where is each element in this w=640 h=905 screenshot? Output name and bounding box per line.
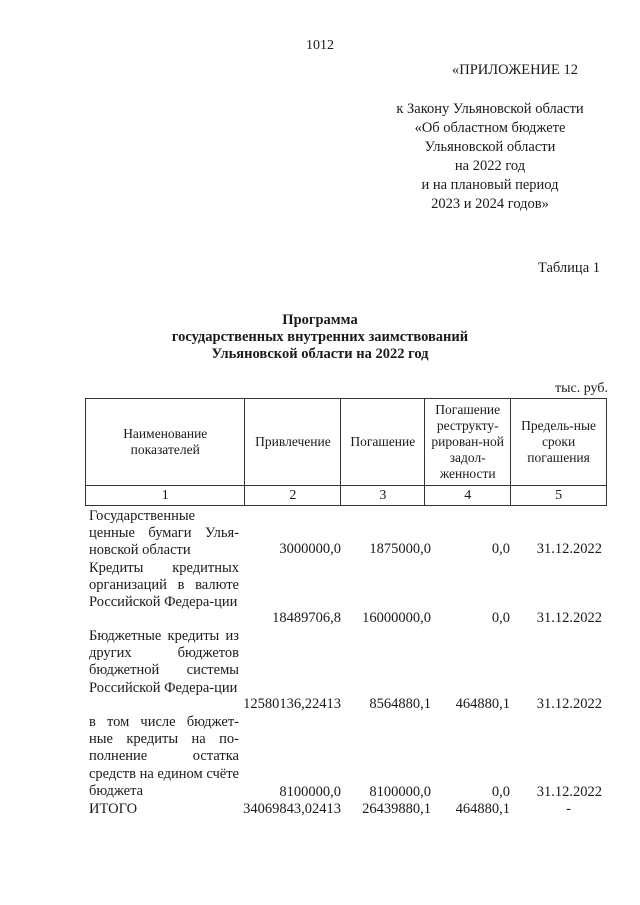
table-label: Таблица 1	[537, 260, 600, 276]
column-number: 1	[86, 486, 245, 506]
table-header	[85, 398, 607, 506]
restructured-repayment-value: 0,0	[491, 784, 510, 800]
table-row-total	[85, 801, 607, 821]
restructured-repayment-value: 0,0	[491, 610, 510, 626]
table-row	[85, 560, 607, 630]
law-reference-line: «Об областном бюджете	[414, 120, 566, 136]
row-name: Кредиты кредитных организаций в валюте Российской Федера-ции	[89, 560, 239, 611]
repayment-value: 8100000,0	[369, 784, 431, 800]
restructured-repayment-value: 0,0	[491, 541, 510, 557]
deadline-value: 31.12.2022	[536, 541, 602, 557]
row-name: Государственные ценные бумаги Улья-новской области	[89, 508, 239, 559]
deadline-value: 31.12.2022	[536, 696, 602, 712]
attraction-value: 18489706,8	[272, 610, 341, 626]
deadline-total: -	[566, 801, 571, 817]
repayment-value: 8564880,1	[369, 696, 431, 712]
restructured-repayment-value: 464880,1	[455, 696, 510, 712]
deadline-value: 31.12.2022	[536, 784, 602, 800]
column-header-name: Наименование показателей	[86, 399, 245, 486]
title-line: Программа	[282, 312, 358, 328]
column-number: 5	[511, 486, 607, 506]
law-reference-line: на 2022 год	[454, 158, 526, 174]
attraction-value: 8100000,0	[279, 784, 341, 800]
row-name: Бюджетные кредиты из других бюджетов бюджетной системы Российской Федера-ции	[89, 628, 239, 696]
deadline-value: 31.12.2022	[536, 610, 602, 626]
law-reference-line: и на плановый период	[421, 177, 559, 193]
repayment-value: 16000000,0	[362, 610, 431, 626]
column-header-restructured-repayment: Погашение реструкту-рирован-ной задол-женности	[425, 399, 511, 486]
table-row	[85, 628, 607, 716]
total-label: ИТОГО	[89, 801, 138, 817]
column-number: 3	[341, 486, 425, 506]
law-reference-line: к Закону Ульяновской области	[396, 101, 584, 117]
column-header-row	[86, 399, 607, 486]
table-row	[85, 714, 607, 802]
column-number: 2	[245, 486, 341, 506]
table-row	[85, 508, 607, 560]
attraction-total: 34069843,02413	[243, 801, 341, 817]
appendix-label: «ПРИЛОЖЕНИЕ 12	[452, 62, 578, 78]
repayment-value: 1875000,0	[369, 541, 431, 557]
column-header-attraction: Привлечение	[245, 399, 341, 486]
row-name: в том числе бюджет-ные кредиты на по-полнение остатка средств на едином счёте бюджета	[89, 714, 239, 799]
units-label: тыс. руб.	[555, 381, 608, 396]
law-reference-line: 2023 и 2024 годов»	[431, 196, 549, 212]
column-header-repayment: Погашение	[341, 399, 425, 486]
law-reference-block	[350, 100, 630, 214]
title-line: государственных внутренних заимствований	[171, 329, 469, 345]
restructured-repayment-total: 464880,1	[455, 801, 510, 817]
column-number-row	[86, 486, 607, 506]
repayment-total: 26439880,1	[362, 801, 431, 817]
document-title	[0, 312, 640, 363]
attraction-value: 3000000,0	[279, 541, 341, 557]
column-number: 4	[425, 486, 511, 506]
column-header-deadline: Предель-ные сроки погашения	[511, 399, 607, 486]
attraction-value: 12580136,22413	[243, 696, 341, 712]
title-line: Ульяновской области на 2022 год	[211, 346, 429, 362]
page-number: 1012	[306, 38, 334, 53]
law-reference-line: Ульяновской области	[424, 139, 556, 155]
